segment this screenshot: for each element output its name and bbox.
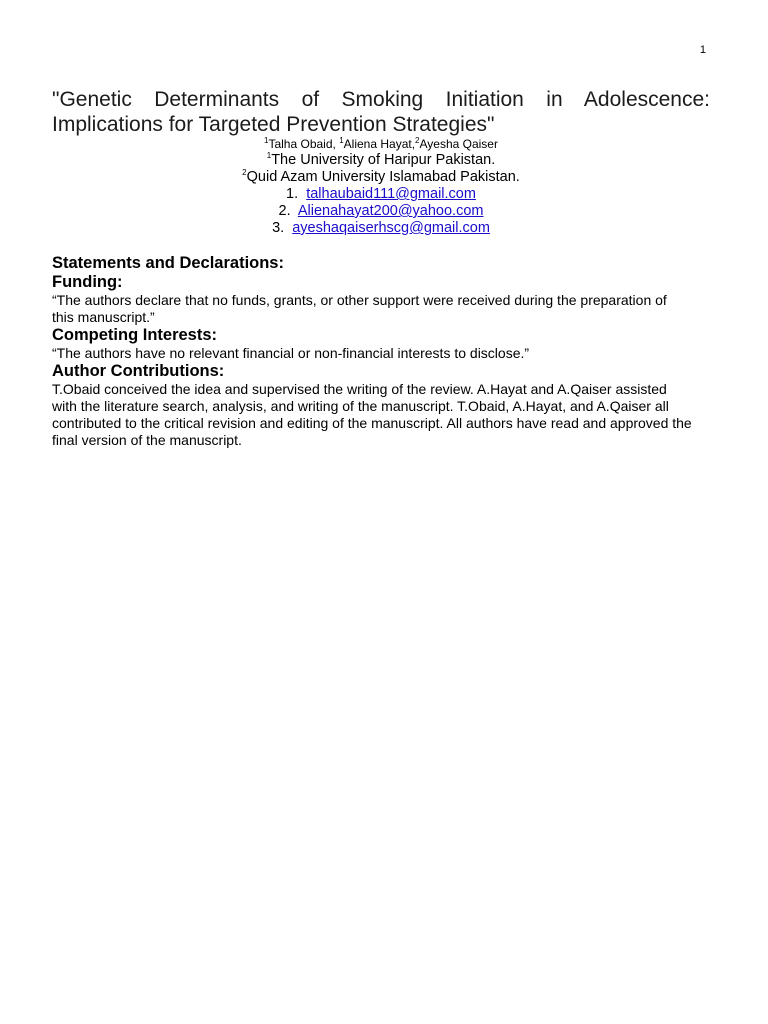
email-link[interactable]: talhaubaid111@gmail.com [306, 186, 476, 202]
email-link[interactable]: Alienahayat200@yahoo.com [297, 203, 484, 219]
author-contributions-heading: Author Contributions: [52, 362, 225, 380]
funding-heading: Funding: [52, 273, 123, 291]
author-block [52, 136, 710, 237]
affiliation-text: The University of Haripur Pakistan. [271, 152, 496, 168]
email-item [52, 203, 710, 220]
email-number: 3. [272, 220, 285, 236]
affiliation-text: Quid Azam University Islamabad Pakistan. [246, 169, 520, 185]
declarations-heading: Statements and Declarations: [52, 254, 284, 272]
author-list [52, 136, 710, 152]
declarations-section [52, 254, 692, 449]
author-contributions-text: T.Obaid conceived the idea and supervised the writing of the review. A.Hayat and A.Qaiser assisted with the literature search, analysis, and writing of the manuscript. T.Obaid, A.Hayat, and A.Qaiser all contributed to the critical revision and editing of the manuscript. All authors have read and approved the final version of the manuscript. [52, 381, 692, 448]
author-affil-marker: 1 [339, 136, 344, 145]
competing-interests-heading: Competing Interests: [52, 326, 218, 344]
author-affil-marker: 1 [264, 136, 269, 145]
email-number: 2. [278, 203, 291, 219]
affiliation [52, 152, 710, 169]
email-number: 1. [286, 186, 299, 202]
page-number: 1 [699, 44, 706, 56]
funding-text: “The authors declare that no funds, grants, or other support were received during the preparation of this manuscript.” [52, 292, 667, 325]
email-item [52, 220, 710, 237]
competing-interests-text: “The authors have no relevant financial or non-financial interests to disclose.” [52, 345, 530, 361]
affiliation-marker: 1 [266, 151, 272, 161]
affiliation-marker: 2 [242, 168, 247, 178]
paper-title: "Genetic Determinants of Smoking Initiation in Adolescence: Implications for Targeted Prevention Strategies" [52, 88, 710, 136]
author-name: Talha Obaid, [268, 137, 336, 151]
affiliation [52, 169, 710, 186]
email-item [52, 186, 710, 203]
author-affil-marker: 2 [415, 136, 420, 145]
author-name: Aliena Hayat, [343, 137, 416, 151]
author-name: Ayesha Qaiser [419, 137, 498, 151]
email-link[interactable]: ayeshaqaiserhscg@gmail.com [292, 220, 490, 236]
